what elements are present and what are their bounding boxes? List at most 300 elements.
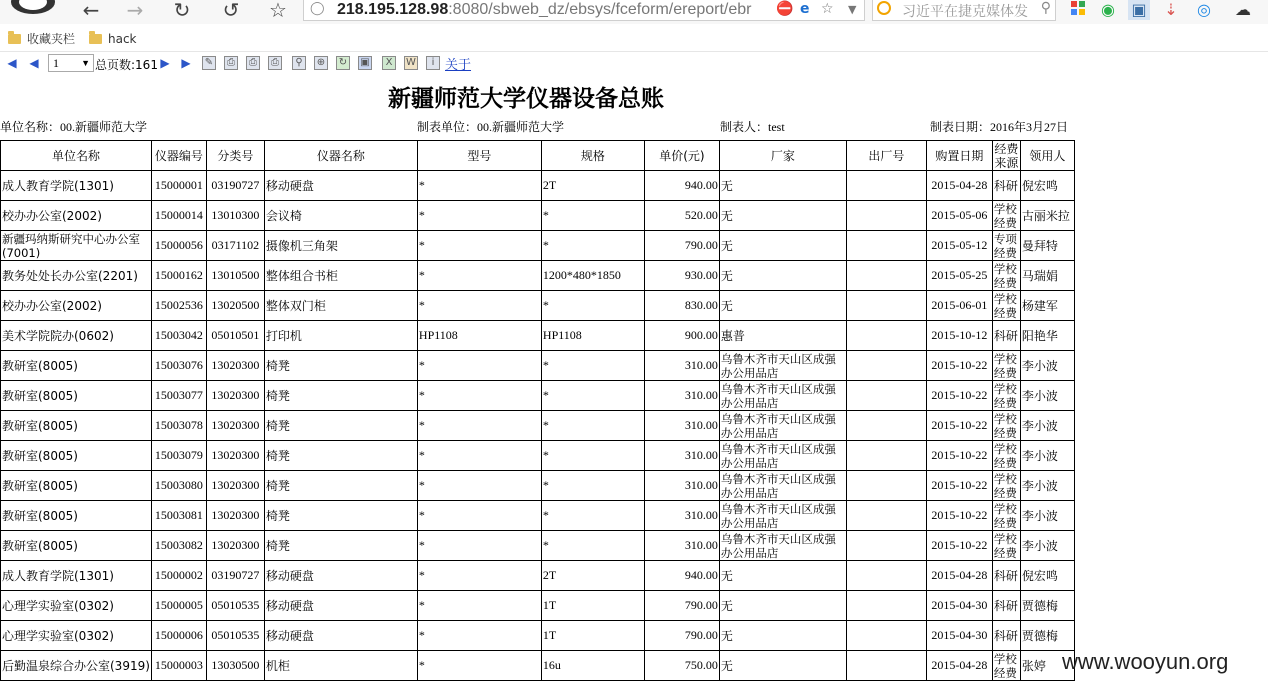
table-cell: 无 — [719, 651, 846, 681]
table-cell: 学校经费 — [992, 651, 1020, 681]
table-cell: 2T — [541, 561, 644, 591]
table-cell: 椅凳 — [264, 471, 417, 501]
table-cell: 科研 — [992, 171, 1020, 201]
table-cell: 2015-10-22 — [926, 531, 992, 561]
table-cell: 后勤温泉综合办公室(3919) — [1, 651, 152, 681]
table-cell: 李小波 — [1020, 441, 1074, 471]
table-cell: 摄像机三角架 — [264, 231, 417, 261]
table-cell — [846, 471, 926, 501]
meta-maker-value: test — [768, 120, 785, 134]
table-cell: * — [417, 411, 541, 441]
ledger-table — [0, 140, 1075, 681]
search-bar[interactable] — [872, 0, 1056, 21]
table-cell: 整体组合书柜 — [264, 261, 417, 291]
table-cell: 学校经费 — [992, 201, 1020, 231]
table-cell: 学校经费 — [992, 351, 1020, 381]
table-cell — [846, 351, 926, 381]
table-row — [1, 261, 1075, 291]
table-cell: 15003077 — [151, 381, 206, 411]
table-cell: * — [541, 471, 644, 501]
table-cell: 学校经费 — [992, 291, 1020, 321]
column-header: 领用人 — [1020, 141, 1074, 171]
bookmark-favorites-bar[interactable] — [8, 31, 75, 47]
table-cell — [846, 261, 926, 291]
table-cell: 03190727 — [206, 561, 264, 591]
table-cell: 2015-05-06 — [926, 201, 992, 231]
table-row — [1, 561, 1075, 591]
undo-close-icon[interactable]: ↺ — [222, 0, 240, 22]
table-cell: * — [417, 201, 541, 231]
table-cell: 教研室(8005) — [1, 441, 152, 471]
table-cell: 教研室(8005) — [1, 471, 152, 501]
search-input[interactable]: 习近平在捷克媒体发 — [902, 4, 1028, 20]
meta-unit-value: 00.新疆师范大学 — [60, 120, 148, 134]
table-cell: 乌鲁木齐市天山区成强办公用品店 — [719, 351, 846, 381]
meta-maker — [720, 118, 785, 135]
print-setup-icon[interactable]: ⎙ — [268, 56, 282, 70]
table-cell: 移动硬盘 — [264, 171, 417, 201]
table-cell: 2015-10-12 — [926, 321, 992, 351]
table-cell: 13020300 — [206, 501, 264, 531]
table-cell: * — [417, 381, 541, 411]
report-title: 新疆师范大学仪器设备总账 — [388, 85, 664, 112]
table-row — [1, 621, 1075, 651]
table-cell: 790.00 — [644, 621, 719, 651]
table-cell: 15003079 — [151, 441, 206, 471]
table-cell — [846, 381, 926, 411]
table-cell: 乌鲁木齐市天山区成强办公用品店 — [719, 531, 846, 561]
table-cell: 16u — [541, 651, 644, 681]
table-cell: 2015-04-28 — [926, 171, 992, 201]
table-row — [1, 651, 1075, 681]
table-cell: 03171102 — [206, 231, 264, 261]
table-cell — [846, 231, 926, 261]
table-cell: 李小波 — [1020, 531, 1074, 561]
table-cell: 15003081 — [151, 501, 206, 531]
table-cell: 15000003 — [151, 651, 206, 681]
table-row — [1, 291, 1075, 321]
table-row — [1, 231, 1075, 261]
table-cell: 移动硬盘 — [264, 591, 417, 621]
table-cell: * — [541, 501, 644, 531]
report-toolbar — [0, 53, 1268, 75]
table-cell: 校办办公室(2002) — [1, 201, 152, 231]
meta-maker-unit-label: 制表单位： — [417, 120, 478, 134]
table-cell: * — [417, 171, 541, 201]
address-bar[interactable] — [303, 0, 865, 21]
table-cell: 会议椅 — [264, 201, 417, 231]
forward-icon[interactable]: → — [126, 0, 144, 22]
table-cell: 乌鲁木齐市天山区成强办公用品店 — [719, 501, 846, 531]
table-cell — [846, 171, 926, 201]
browser-toolbar — [0, 0, 1268, 24]
table-cell: 无 — [719, 231, 846, 261]
table-cell: 310.00 — [644, 351, 719, 381]
table-cell: 15000002 — [151, 561, 206, 591]
table-cell: 2015-10-22 — [926, 441, 992, 471]
meta-date-value: 2016年3月27日 — [990, 120, 1069, 134]
table-cell: 李小波 — [1020, 351, 1074, 381]
table-cell: HP1108 — [541, 321, 644, 351]
table-cell: 整体双门柜 — [264, 291, 417, 321]
table-cell: 830.00 — [644, 291, 719, 321]
table-cell: 13020300 — [206, 381, 264, 411]
wechat-icon[interactable]: ◉ — [1101, 0, 1115, 19]
table-cell: 科研 — [992, 561, 1020, 591]
column-header: 出厂号 — [846, 141, 926, 171]
column-header: 规格 — [541, 141, 644, 171]
table-cell: 椅凳 — [264, 501, 417, 531]
about-link[interactable]: 关于 — [445, 58, 472, 73]
bookmarks-bar — [0, 29, 1268, 52]
prev-page-icon[interactable]: ◀ — [29, 56, 39, 70]
table-cell: 15003076 — [151, 351, 206, 381]
bookmark-hack[interactable] — [89, 31, 137, 47]
table-cell: * — [417, 261, 541, 291]
table-cell: 教研室(8005) — [1, 381, 152, 411]
sync-icon[interactable]: ◎ — [1197, 0, 1211, 19]
table-cell: 教研室(8005) — [1, 531, 152, 561]
column-header: 厂家 — [719, 141, 846, 171]
find-icon[interactable]: ⚲ — [292, 56, 306, 70]
url-path: :8080/sbweb_dz/ebsys/fceform/ereport/ebr — [448, 1, 752, 18]
folder-icon — [8, 34, 21, 44]
table-cell: 15000006 — [151, 621, 206, 651]
table-cell: 15000056 — [151, 231, 206, 261]
table-cell: 1T — [541, 621, 644, 651]
table-cell: 2015-10-22 — [926, 411, 992, 441]
table-cell: 心理学实验室(0302) — [1, 621, 152, 651]
table-cell: * — [417, 531, 541, 561]
url-host: 218.195.128.98 — [337, 1, 449, 18]
table-cell: 15002536 — [151, 291, 206, 321]
table-cell: 学校经费 — [992, 411, 1020, 441]
meta-maker-unit-value: 00.新疆师范大学 — [477, 120, 565, 134]
shield-icon: ◯ — [310, 1, 325, 16]
refresh-icon[interactable]: ↻ — [173, 0, 191, 22]
table-cell: 杨建军 — [1020, 291, 1074, 321]
table-cell — [846, 531, 926, 561]
table-cell: * — [417, 501, 541, 531]
table-cell: 310.00 — [644, 381, 719, 411]
table-cell: 美术学院院办(0602) — [1, 321, 152, 351]
back-icon[interactable]: ← — [82, 0, 100, 22]
table-cell: 13020300 — [206, 531, 264, 561]
folder-icon — [89, 34, 102, 44]
table-cell: * — [541, 381, 644, 411]
page-setup-icon[interactable]: ✎ — [202, 56, 216, 70]
table-cell: 无 — [719, 261, 846, 291]
table-cell: 打印机 — [264, 321, 417, 351]
watermark: www.wooyun.org — [1062, 649, 1229, 674]
table-cell: * — [417, 621, 541, 651]
table-cell: 1200*480*1850 — [541, 261, 644, 291]
meta-maker-unit — [417, 118, 564, 135]
table-cell: 科研 — [992, 591, 1020, 621]
table-cell: 2015-04-28 — [926, 561, 992, 591]
bookmark-star-icon[interactable]: ☆ — [821, 1, 834, 17]
table-cell: 13020500 — [206, 291, 264, 321]
page-select[interactable] — [48, 54, 94, 72]
download-icon[interactable]: ⇣ — [1164, 0, 1178, 19]
table-cell: HP1108 — [417, 321, 541, 351]
table-cell: 椅凳 — [264, 531, 417, 561]
table-cell: 1T — [541, 591, 644, 621]
column-header: 仪器名称 — [264, 141, 417, 171]
table-row — [1, 381, 1075, 411]
table-cell: 专项经费 — [992, 231, 1020, 261]
print-preview-icon[interactable]: ⎙ — [246, 56, 260, 70]
page-select-value: 1 — [53, 56, 59, 70]
chevron-down-icon: ▼ — [81, 58, 90, 68]
table-cell: 15003082 — [151, 531, 206, 561]
table-cell: 贾德梅 — [1020, 591, 1074, 621]
table-row — [1, 471, 1075, 501]
search-icon[interactable]: ⚲ — [1040, 0, 1051, 16]
column-header: 单价(元) — [644, 141, 719, 171]
table-cell: * — [541, 231, 644, 261]
table-cell: 2015-04-28 — [926, 651, 992, 681]
table-cell: 椅凳 — [264, 351, 417, 381]
table-cell: 心理学实验室(0302) — [1, 591, 152, 621]
table-cell: 教务处处长办公室(2201) — [1, 261, 152, 291]
total-pages: 总页数:161 — [95, 58, 158, 72]
table-cell: 学校经费 — [992, 261, 1020, 291]
export-excel-icon[interactable]: X — [382, 56, 396, 70]
table-cell: 阳艳华 — [1020, 321, 1074, 351]
table-cell: 无 — [719, 171, 846, 201]
bookmark-label: 收藏夹栏 — [27, 32, 76, 46]
table-row — [1, 171, 1075, 201]
table-row — [1, 531, 1075, 561]
table-cell: 无 — [719, 591, 846, 621]
next-page-icon[interactable]: ▶ — [160, 56, 170, 70]
table-cell: 科研 — [992, 621, 1020, 651]
table-cell: 05010535 — [206, 621, 264, 651]
column-header: 分类号 — [206, 141, 264, 171]
column-header: 型号 — [417, 141, 541, 171]
table-cell: * — [541, 201, 644, 231]
table-cell: 无 — [719, 621, 846, 651]
meta-unit-label: 单位名称： — [0, 120, 61, 134]
table-cell: 椅凳 — [264, 411, 417, 441]
table-cell: 2015-10-22 — [926, 501, 992, 531]
save-icon[interactable]: ▣ — [358, 56, 372, 70]
table-cell: 520.00 — [644, 201, 719, 231]
column-header: 仪器编号 — [151, 141, 206, 171]
meta-maker-label: 制表人： — [720, 120, 769, 134]
table-cell: 教研室(8005) — [1, 411, 152, 441]
table-cell: 惠普 — [719, 321, 846, 351]
table-cell: * — [541, 441, 644, 471]
column-header: 单位名称 — [1, 141, 152, 171]
table-cell: 教研室(8005) — [1, 501, 152, 531]
table-cell: 李小波 — [1020, 411, 1074, 441]
table-cell: 李小波 — [1020, 381, 1074, 411]
print-icon[interactable]: ⎙ — [224, 56, 238, 70]
ie-mode-icon[interactable]: e — [800, 1, 810, 17]
table-cell: 2015-10-22 — [926, 351, 992, 381]
table-cell: 13020300 — [206, 411, 264, 441]
table-cell: 05010535 — [206, 591, 264, 621]
table-cell: 15000001 — [151, 171, 206, 201]
browser-logo — [8, 0, 58, 22]
table-cell — [846, 411, 926, 441]
table-cell: * — [417, 591, 541, 621]
security-shield-icon[interactable]: ⛔ — [776, 1, 794, 17]
table-cell: 310.00 — [644, 531, 719, 561]
table-row — [1, 411, 1075, 441]
url-text — [337, 0, 752, 19]
bookmark-label: hack — [108, 32, 137, 46]
table-cell: * — [541, 411, 644, 441]
table-cell: 13020300 — [206, 351, 264, 381]
table-cell: * — [541, 291, 644, 321]
table-cell: 2015-05-25 — [926, 261, 992, 291]
table-cell: 790.00 — [644, 231, 719, 261]
table-cell: * — [541, 351, 644, 381]
table-cell: * — [417, 351, 541, 381]
table-cell: 13030500 — [206, 651, 264, 681]
table-cell: 乌鲁木齐市天山区成强办公用品店 — [719, 381, 846, 411]
table-cell: 2015-10-22 — [926, 381, 992, 411]
table-cell — [846, 621, 926, 651]
apps-grid-icon[interactable] — [1067, 0, 1089, 20]
refresh-report-icon[interactable]: ↻ — [336, 56, 350, 70]
table-cell: 310.00 — [644, 441, 719, 471]
table-cell — [846, 561, 926, 591]
table-cell: 成人教育学院(1301) — [1, 561, 152, 591]
table-cell: 曼拜特 — [1020, 231, 1074, 261]
table-cell: 2015-10-22 — [926, 471, 992, 501]
table-row — [1, 351, 1075, 381]
column-header: 购置日期 — [926, 141, 992, 171]
table-cell: 790.00 — [644, 591, 719, 621]
table-cell: 15000162 — [151, 261, 206, 291]
table-cell: 940.00 — [644, 561, 719, 591]
table-cell: 椅凳 — [264, 381, 417, 411]
table-cell — [846, 201, 926, 231]
table-cell — [846, 501, 926, 531]
table-cell: 科研 — [992, 321, 1020, 351]
favorite-star-icon[interactable]: ☆ — [269, 0, 287, 22]
address-dropdown-icon[interactable]: ▼ — [848, 3, 857, 16]
table-cell — [846, 651, 926, 681]
table-cell: 新疆玛纳斯研究中心办公室(7001) — [1, 231, 152, 261]
table-cell: 15003080 — [151, 471, 206, 501]
table-header-row — [1, 141, 1075, 171]
table-cell: 教研室(8005) — [1, 351, 152, 381]
table-cell: 05010501 — [206, 321, 264, 351]
table-cell: 15000005 — [151, 591, 206, 621]
meta-date-label: 制表日期： — [930, 120, 991, 134]
table-cell: 310.00 — [644, 501, 719, 531]
table-cell: 310.00 — [644, 471, 719, 501]
screenshot-icon[interactable]: ▣ — [1128, 0, 1150, 20]
table-cell: * — [417, 441, 541, 471]
meta-unit — [0, 118, 147, 135]
table-cell: 倪宏鸣 — [1020, 561, 1074, 591]
cloud-icon[interactable]: ☁ — [1235, 0, 1251, 19]
table-cell: 13020300 — [206, 441, 264, 471]
table-cell: 15003078 — [151, 411, 206, 441]
column-header: 经费来源 — [994, 141, 1019, 170]
table-cell: 马瑞娟 — [1020, 261, 1074, 291]
table-cell: * — [417, 471, 541, 501]
meta-date — [930, 118, 1068, 135]
table-cell: * — [417, 291, 541, 321]
table-cell: 古丽米拉 — [1020, 201, 1074, 231]
zoom-icon[interactable]: ⊕ — [314, 56, 328, 70]
table-cell: 2015-06-01 — [926, 291, 992, 321]
table-cell: 学校经费 — [992, 531, 1020, 561]
table-cell: * — [541, 531, 644, 561]
table-cell: 李小波 — [1020, 471, 1074, 501]
table-cell: 13010500 — [206, 261, 264, 291]
table-cell: 2015-04-30 — [926, 591, 992, 621]
table-cell: 310.00 — [644, 411, 719, 441]
table-cell: 学校经费 — [992, 381, 1020, 411]
table-cell: 750.00 — [644, 651, 719, 681]
table-body — [1, 171, 1075, 681]
table-cell: 无 — [719, 201, 846, 231]
table-cell: 13020300 — [206, 471, 264, 501]
table-cell: * — [417, 651, 541, 681]
table-cell: 机柜 — [264, 651, 417, 681]
table-cell: 贾德梅 — [1020, 621, 1074, 651]
table-cell: 移动硬盘 — [264, 621, 417, 651]
table-cell: 03190727 — [206, 171, 264, 201]
table-row — [1, 201, 1075, 231]
table-cell: 2015-04-30 — [926, 621, 992, 651]
table-cell — [846, 321, 926, 351]
table-cell: 930.00 — [644, 261, 719, 291]
table-cell: 学校经费 — [992, 501, 1020, 531]
search-engine-icon — [877, 1, 891, 15]
table-row — [1, 591, 1075, 621]
table-cell: * — [417, 231, 541, 261]
table-cell: 学校经费 — [992, 471, 1020, 501]
table-cell: * — [417, 561, 541, 591]
table-cell: 940.00 — [644, 171, 719, 201]
last-page-icon[interactable]: ▶ — [181, 56, 191, 70]
table-cell: 乌鲁木齐市天山区成强办公用品店 — [719, 471, 846, 501]
table-row — [1, 501, 1075, 531]
table-cell: 13010300 — [206, 201, 264, 231]
table-cell — [846, 291, 926, 321]
table-cell: 2T — [541, 171, 644, 201]
about-icon[interactable]: i — [426, 56, 440, 70]
first-page-icon[interactable]: ◀ — [7, 56, 17, 70]
table-cell: 成人教育学院(1301) — [1, 171, 152, 201]
table-cell: 15003042 — [151, 321, 206, 351]
table-cell: 15000014 — [151, 201, 206, 231]
table-cell — [846, 591, 926, 621]
export-word-icon[interactable]: W — [404, 56, 418, 70]
table-cell — [846, 441, 926, 471]
table-cell: 无 — [719, 561, 846, 591]
table-row — [1, 441, 1075, 471]
table-cell: 乌鲁木齐市天山区成强办公用品店 — [719, 411, 846, 441]
table-cell: 无 — [719, 291, 846, 321]
table-cell: 椅凳 — [264, 441, 417, 471]
table-row — [1, 321, 1075, 351]
table-cell: 学校经费 — [992, 441, 1020, 471]
table-cell: 校办办公室(2002) — [1, 291, 152, 321]
table-cell: 移动硬盘 — [264, 561, 417, 591]
table-cell: 900.00 — [644, 321, 719, 351]
table-cell: 张婷 — [1020, 651, 1074, 681]
